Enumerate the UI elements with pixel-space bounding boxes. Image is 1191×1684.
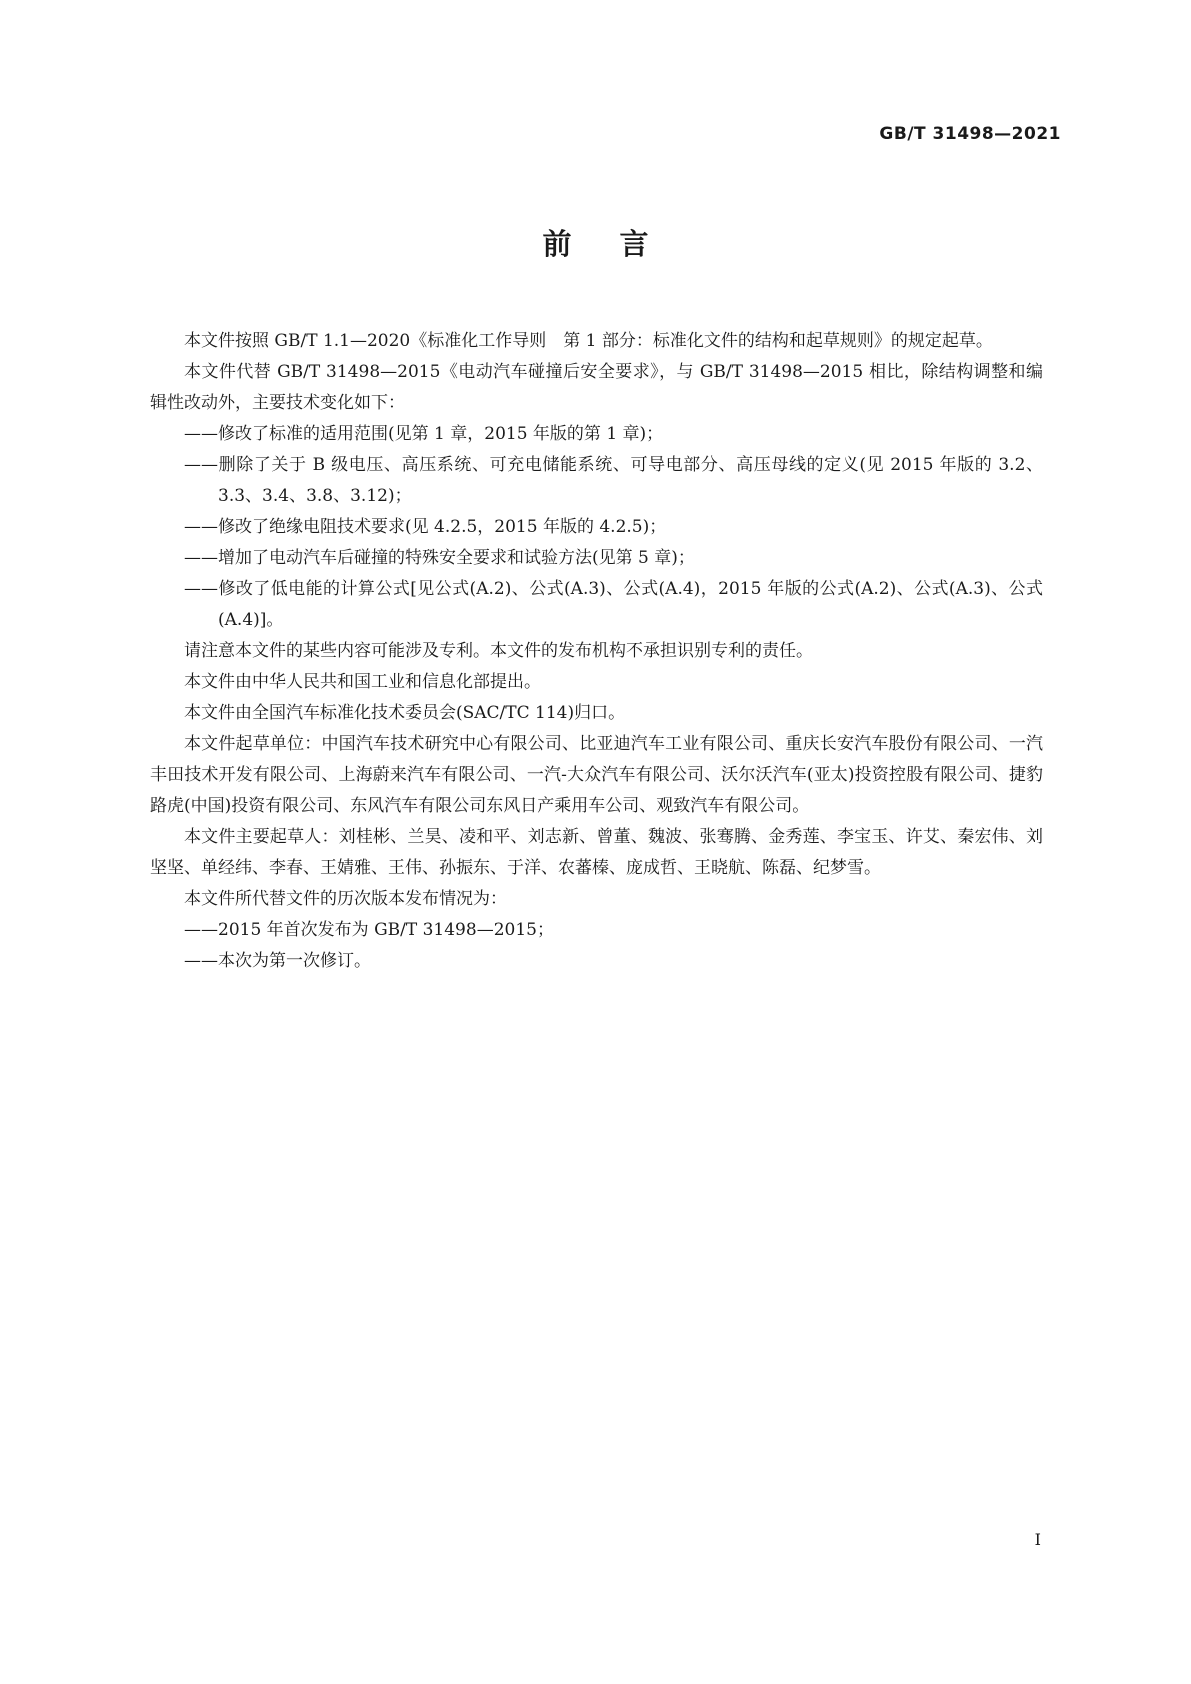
- document-number: GB/T 31498—2021: [879, 124, 1061, 144]
- paragraph: 本文件按照 GB/T 1.1—2020《标准化工作导则 第 1 部分：标准化文件的结构和起草规则》的规定起草。: [184, 331, 993, 351]
- list-item-text: 2015 年首次发布为 GB/T 31498—2015；: [218, 920, 554, 940]
- foreword-body: [150, 326, 1043, 977]
- list-item-text: 删除了关于 B 级电压、高压系统、可充电储能系统、可导电部分、高压母线的定义(见 2015 年版的 3.2、3.3、3.4、3.8、3.12)；: [218, 455, 1043, 506]
- list-item: [150, 450, 1043, 512]
- page-title: 前言: [542, 227, 697, 261]
- list-item-text: 修改了绝缘电阻技术要求(见 4.2.5，2015 年版的 4.2.5)；: [218, 517, 667, 537]
- paragraph: 本文件主要起草人：刘桂彬、兰昊、凌和平、刘志新、曾董、魏波、张骞腾、金秀莲、李宝玉、许艾、秦宏伟、刘坚坚、单经纬、李春、王婧雅、王伟、孙振东、于洋、农蕃榛、庞成哲、王晓航、陈磊、纪梦雪。: [150, 827, 1043, 878]
- paragraph: 请注意本文件的某些内容可能涉及专利。本文件的发布机构不承担识别专利的责任。: [184, 641, 813, 661]
- list-item-text: 修改了标准的适用范围(见第 1 章，2015 年版的第 1 章)；: [218, 424, 664, 444]
- dash-marker: ——: [184, 455, 218, 475]
- paragraph: 本文件由全国汽车标准化技术委员会(SAC/TC 114)归口。: [184, 703, 626, 723]
- dash-marker: ——: [184, 920, 218, 940]
- paragraph: 本文件代替 GB/T 31498—2015《电动汽车碰撞后安全要求》，与 GB/T 31498—2015 相比，除结构调整和编辑性改动外，主要技术变化如下：: [150, 362, 1043, 413]
- paragraph: 本文件由中华人民共和国工业和信息化部提出。: [184, 672, 541, 692]
- dash-marker: ——: [184, 579, 218, 599]
- paragraph: 本文件起草单位：中国汽车技术研究中心有限公司、比亚迪汽车工业有限公司、重庆长安汽车股份有限公司、一汽丰田技术开发有限公司、上海蔚来汽车有限公司、一汽-大众汽车有限公司、沃尔沃汽车(亚太)投资控股有限公司、捷豹路虎(中国)投资有限公司、东风汽车有限公司东风日产乘用车公司、观致汽车有限公司。: [150, 734, 1043, 816]
- list-item-text: 增加了电动汽车后碰撞的特殊安全要求和试验方法(见第 5 章)；: [218, 548, 695, 568]
- list-item: [150, 543, 1043, 574]
- list-item: [150, 512, 1043, 543]
- page-number: I: [1034, 1530, 1041, 1549]
- paragraph: 本文件所代替文件的历次版本发布情况为：: [184, 889, 507, 909]
- list-item: [150, 946, 1043, 977]
- list-item: [150, 574, 1043, 636]
- list-item: [150, 915, 1043, 946]
- dash-marker: ——: [184, 548, 218, 568]
- list-item-text: 本次为第一次修订。: [218, 951, 371, 971]
- list-item: [150, 419, 1043, 450]
- dash-marker: ——: [184, 424, 218, 444]
- dash-marker: ——: [184, 951, 218, 971]
- dash-marker: ——: [184, 517, 218, 537]
- list-item-text: 修改了低电能的计算公式[见公式(A.2)、公式(A.3)、公式(A.4)，2015 年版的公式(A.2)、公式(A.3)、公式(A.4)]。: [218, 579, 1043, 630]
